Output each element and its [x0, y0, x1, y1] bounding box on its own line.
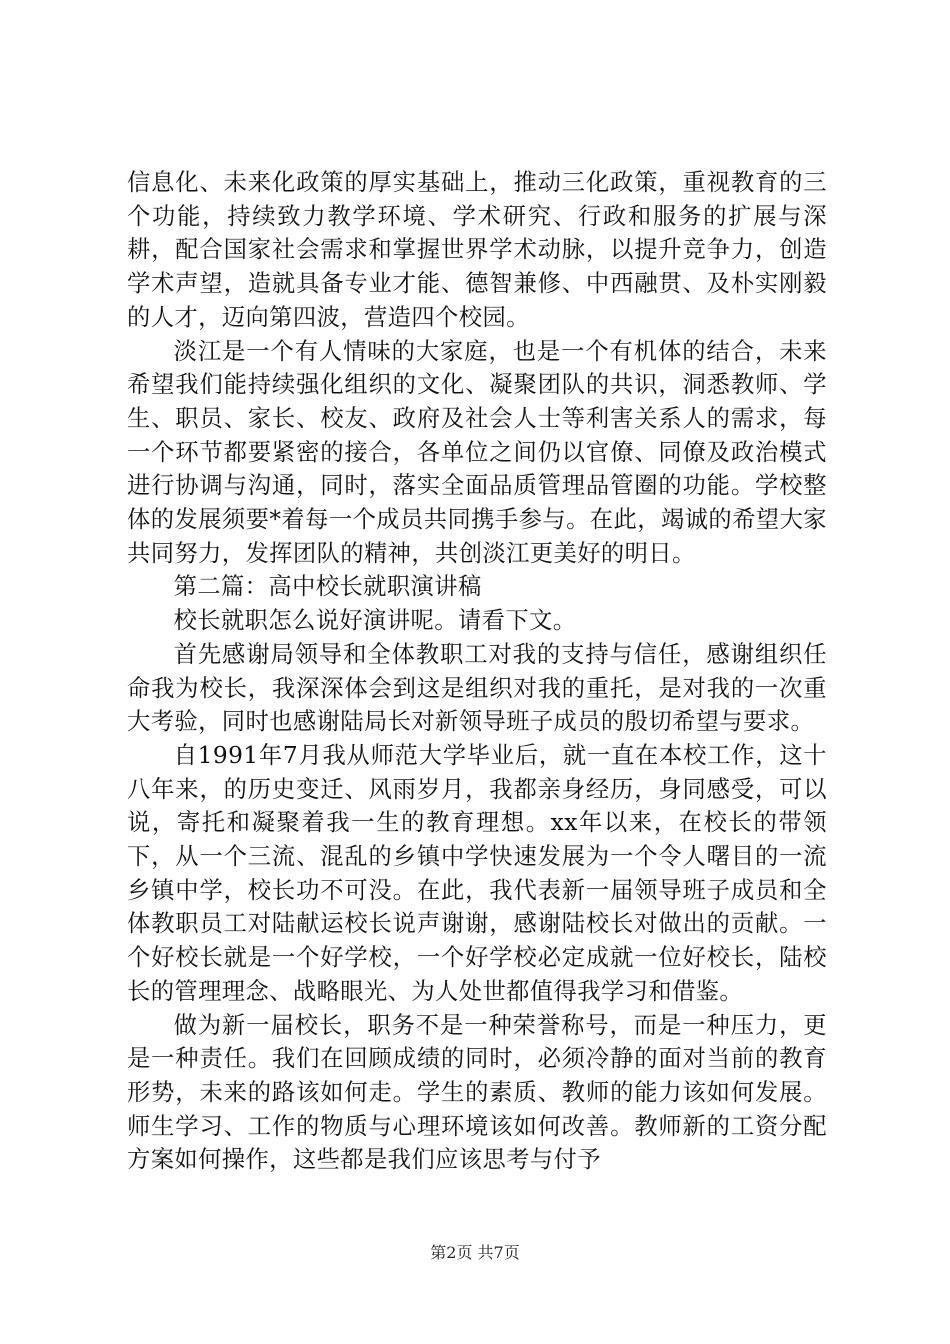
paragraph: 首先感谢局领导和全体教职工对我的支持与信任，感谢组织任命我为校长，我深深体会到这是组织对我的重托，是对我的一次重大考验，同时也感谢陆局长对新领导班子成员的殷切希望与要求。 — [127, 640, 827, 736]
paragraph: 校长就职怎么说好演讲呢。请看下文。 — [173, 607, 577, 635]
page-number: 第2页 共7页 — [430, 1243, 520, 1262]
document-body — [127, 166, 827, 1177]
paragraph: 淡江是一个有人情味的大家庭，也是一个有机体的结合，未来希望我们能持续强化组织的文化、凝聚团队的共识，洞悉教师、学生、职员、家长、校友、政府及社会人士等利害关系人的需求，每一个环节都要紧密的接合，各单位之间仍以官僚、同僚及政治模式进行协调与沟通，同时，落实全面品质管理品管圈的功能。学校整体的发展须要*着每一个成员共同携手参与。在此，竭诚的希望大家共同努力，发挥团队的精神，共创淡江更美好的明日。 — [127, 337, 827, 567]
page-footer — [0, 1243, 950, 1263]
paragraph: 信息化、未来化政策的厚实基础上，推动三化政策，重视教育的三个功能，持续致力教学环境、学术研究、行政和服务的扩展与深耕，配合国家社会需求和掌握世界学术动脉，以提升竞争力，创造学术声望，造就具备专业才能、德智兼修、中西融贯、及朴实刚毅的人才，迈向第四波，营造四个校园。 — [127, 169, 827, 331]
paragraph: 做为新一届校长，职务不是一种荣誉称号，而是一种压力，更是一种责任。我们在回顾成绩的同时，必须冷静的面对当前的教育形势，未来的路该如何走。学生的素质、教师的能力该如何发展。师生学习、工作的物质与心理环境该如何改善。教师新的工资分配方案如何操作，这些都是我们应该思考与付予 — [127, 1011, 827, 1174]
paragraph: 自1991年7月我从师范大学毕业后，就一直在本校工作，这十八年来，的历史变迁、风雨岁月，我都亲身经历，身同感受，可以说，寄托和凝聚着我一生的教育理想。xx年以来，在校长的带领下，从一个三流、混乱的乡镇中学快速发展为一个令人曙目的一流乡镇中学，校长功不可没。在此，我代表新一届领导班子成员和全体教职员工对陆献运校长说声谢谢，感谢陆校长对做出的贡献。一个好校长就是一个好学校，一个好学校必定成就一位好校长，陆校长的管理理念、战略眼光、为人处世都值得我学习和借鉴。 — [127, 741, 827, 1005]
section-heading: 第二篇：高中校长就职演讲稿 — [173, 573, 482, 601]
